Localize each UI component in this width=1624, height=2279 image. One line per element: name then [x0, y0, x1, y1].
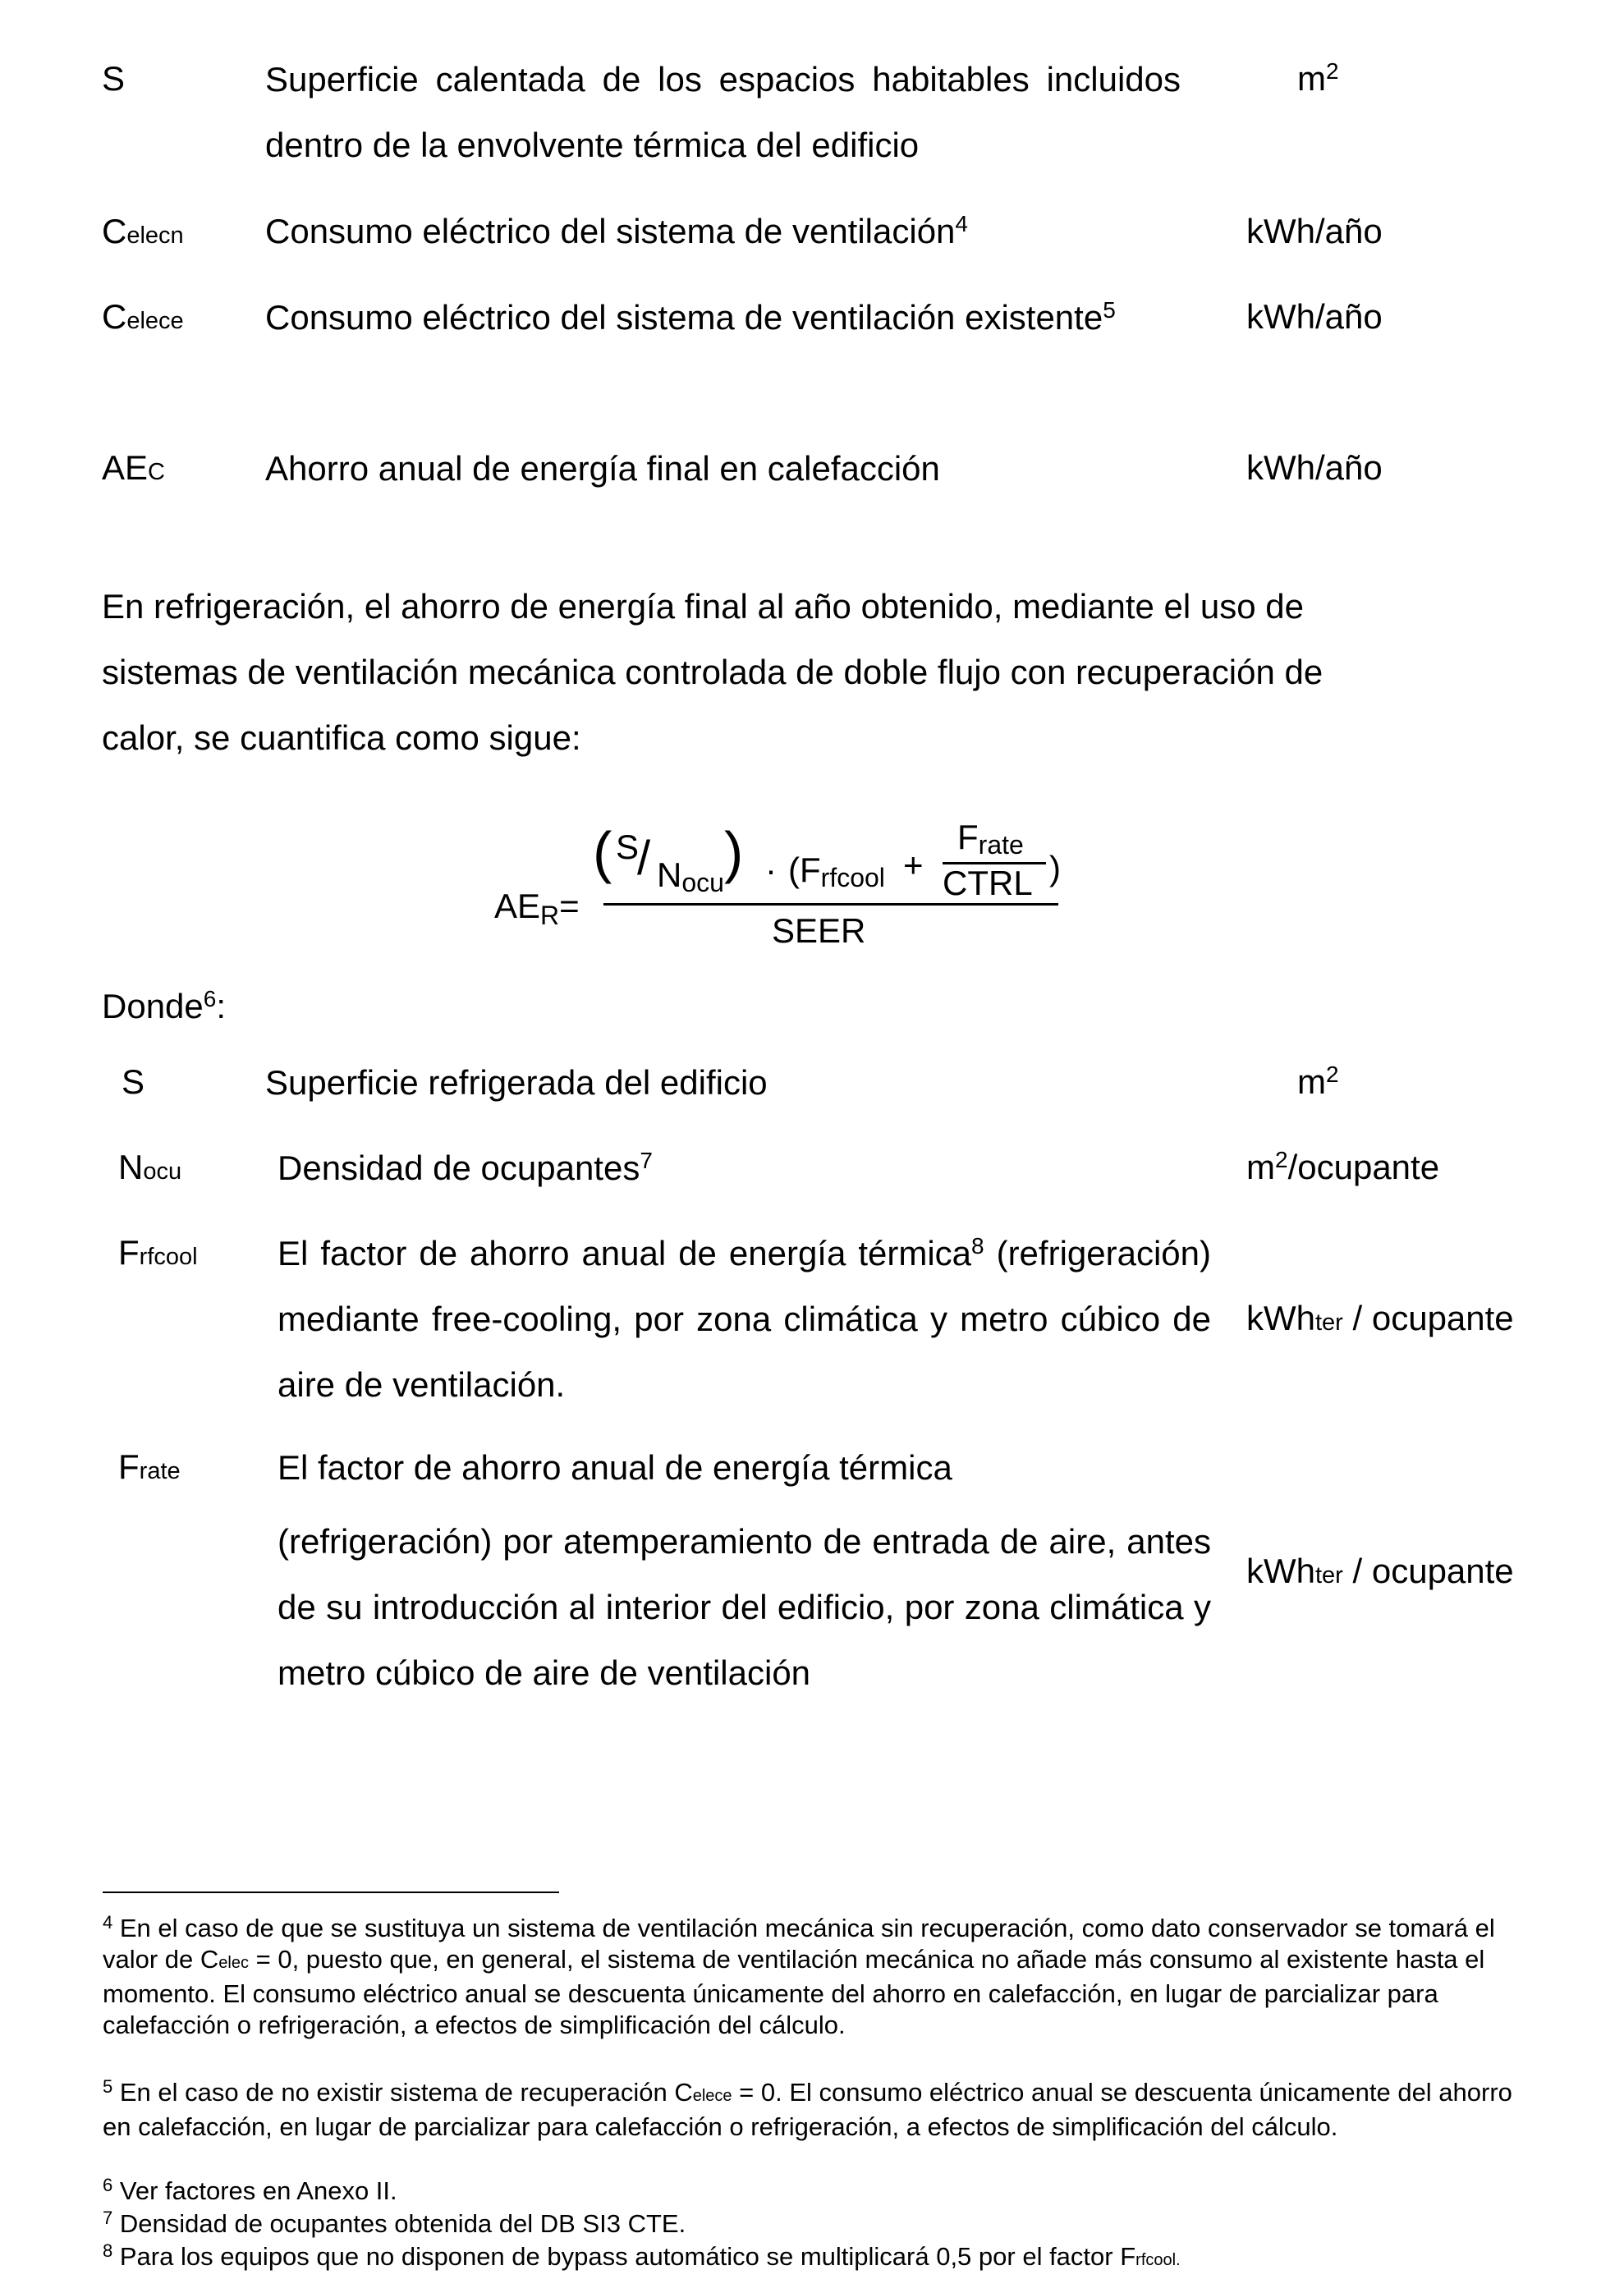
formula-s: S [616, 828, 640, 866]
symbol-nocu: Nocu [118, 1148, 182, 1186]
desc-superficie-calentada: Superficie calentada de los espacios habitables incluidos dentro de la envolvente térmica del edificio [265, 60, 1181, 164]
symbol-s: S [102, 59, 126, 98]
footnote-4: $^4$ En el caso de que se sustituya un sistema de ventilación mecánica sin recuperación, como dato conservador se tomará el valor de Celec = 0, puesto que, en general, el sistema de ventilación mecánica no añade más consumo al existente hasta el momento. El consumo eléctrico anual se descuenta únicamente del ahorro en calefacción, en lugar de parcializar para calefacción o refrigeración, a efectos de simplificación del cálculo. [103, 1912, 1495, 2039]
footnote-6: $^6$ Ver factores en Anexo II. [103, 2175, 397, 2205]
formula-f-rfcool: (Frfcool [788, 851, 885, 892]
symbol-celece: Celece [102, 297, 184, 336]
paragraph-line: calor, se cuantifica como sigue: [102, 718, 581, 757]
symbol-celecn: Celecn [102, 212, 184, 250]
footnote-8: $^8$ Para los equipos que no disponen de bypass automático se multiplicará 0,5 por el factor Frfcool. [103, 2240, 1181, 2271]
desc-atemperamiento-b: (refrigeración) por atemperamiento de entrada de aire, antes de su introducción al interior del edificio, por zona climática y metro cúbico de aire de ventilación [278, 1522, 1211, 1692]
paragraph-line: En refrigeración, el ahorro de energía final al año obtenido, mediante el uso de [102, 587, 1304, 626]
unit-kwh-ter-ocupante: kWhter / ocupante [1246, 1299, 1514, 1337]
unit-kwh-ter-ocupante: kWhter / ocupante [1246, 1552, 1514, 1590]
symbol-s-cool: S [122, 1062, 145, 1101]
footnote-5: $^5$ En el caso de no existir sistema de recuperación Celece = 0. El consumo eléctrico anual se descuenta únicamente del ahorro en calefacción, en lugar de parcializar para calefacción o refrigeración, a efectos de simplificación del cálculo. [103, 2076, 1512, 2141]
formula-plus: + [903, 846, 924, 884]
right-paren: ) [724, 820, 744, 884]
footnote-7: $^7$ Densidad de ocupantes obtenida del DB SI3 CTE. [103, 2208, 686, 2238]
formula-frac-num: Frate [957, 818, 1024, 860]
unit-m2-ocupante: $m^2$/ocupante [1246, 1147, 1440, 1186]
close-paren: ) [1049, 849, 1061, 887]
desc-free-cooling: El factor de ahorro anual de energía térmica$^8$ (refrigeración) mediante free-cooling, por zona climática y metro cúbico de aire de ventilación. [278, 1233, 1211, 1404]
desc-superficie-refrigerada: Superficie refrigerada del edificio [265, 1063, 768, 1102]
desc-densidad-ocupantes: Densidad de ocupantes$^7$ [278, 1148, 653, 1187]
fraction-bar [603, 903, 1058, 906]
desc-consumo-electrico: Consumo eléctrico del sistema de ventilación$^4$ [265, 211, 968, 250]
desc-ahorro-calefaccion: Ahorro anual de energía final en calefacción [265, 449, 940, 488]
unit-m2: $m^2$ [1297, 58, 1339, 98]
formula-slash: / [637, 832, 651, 885]
unit-m2: $m^2$ [1297, 1062, 1339, 1101]
footnote-rule [103, 1892, 559, 1893]
desc-atemperamiento-a: El factor de ahorro anual de energía térmica [278, 1448, 952, 1487]
unit-kwh-ano: kWh/año [1246, 448, 1383, 487]
symbol-frfcool: Frfcool [118, 1233, 198, 1272]
paragraph-line: sistemas de ventilación mecánica controlada de doble flujo con recuperación de [102, 653, 1324, 691]
formula-n: Nocu [657, 855, 724, 897]
unit-kwh-ano: kWh/año [1246, 297, 1383, 336]
formula-frac-den: CTRL [943, 864, 1033, 902]
formula-lhs: AER= [494, 887, 580, 930]
intro-paragraph [102, 574, 1514, 771]
desc-consumo-electrico-existente: Consumo eléctrico del sistema de ventilación existente$^5$ [265, 297, 1116, 337]
donde-label: Donde$^6$: [102, 986, 227, 1025]
formula-denominator: SEER [772, 911, 866, 950]
symbol-aec: AEC [102, 448, 165, 487]
symbol-frate: Frate [118, 1447, 181, 1486]
unit-kwh-ano: kWh/año [1246, 212, 1383, 250]
left-paren: ( [593, 820, 612, 884]
formula-dot: · [765, 851, 777, 889]
